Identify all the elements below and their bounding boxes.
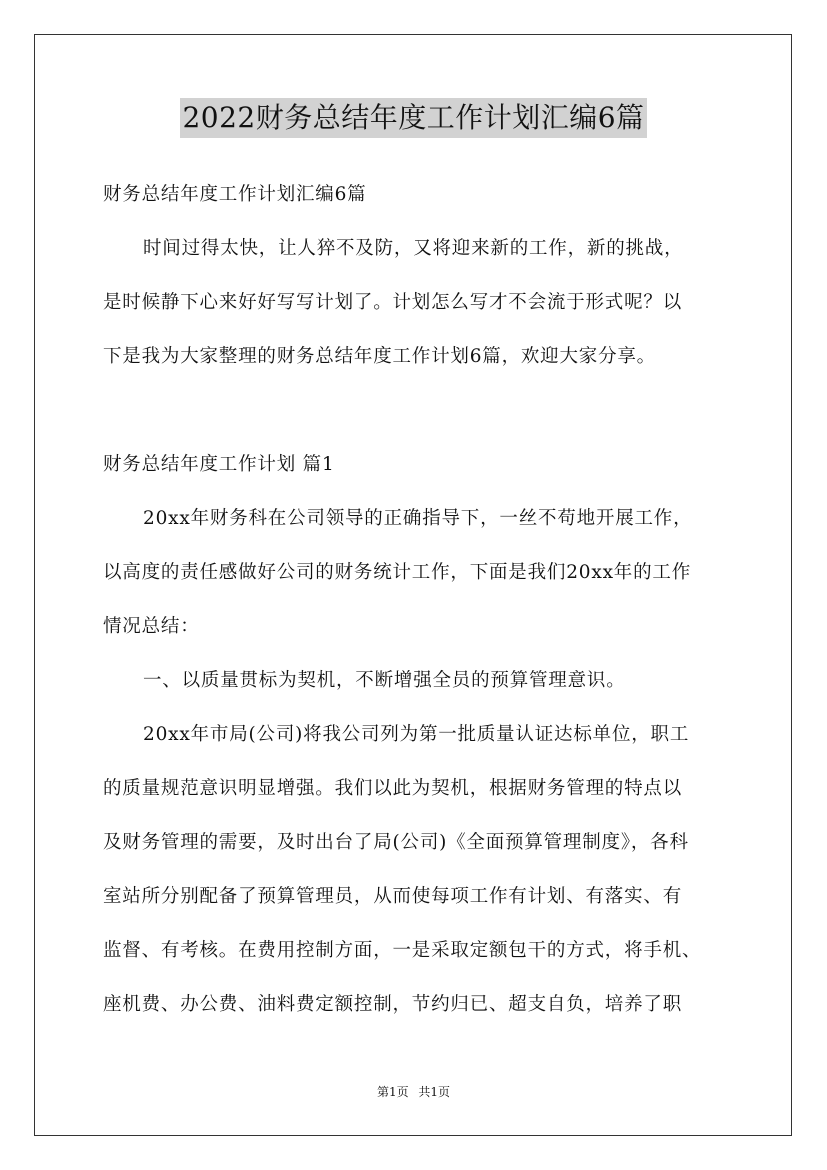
paragraph-line: 下是我为大家整理的财务总结年度工作计划6篇，欢迎大家分享。 (103, 346, 656, 367)
section-heading: 财务总结年度工作计划 篇1 (103, 454, 335, 475)
paragraph-line: 20xx年市局(公司)将我公司列为第一批质量认证达标单位，职工 (143, 724, 690, 745)
page-footer (0, 1084, 827, 1100)
document-title: 2022财务总结年度工作计划汇编6篇 (180, 98, 646, 138)
subheading-line: 一、以质量贯标为契机，不断增强全员的预算管理意识。 (143, 670, 626, 691)
page-number: 第1页 (376, 1085, 409, 1099)
paragraph-line: 以高度的责任感做好公司的财务统计工作，下面是我们20xx年的工作 (103, 562, 692, 583)
subtitle-line: 财务总结年度工作计划汇编6篇 (103, 184, 367, 205)
paragraph-line: 的质量规范意识明显增强。我们以此为契机，根据财务管理的特点以 (103, 778, 683, 799)
paragraph-line: 监督、有考核。在费用控制方面，一是采取定额包干的方式，将手机、 (103, 940, 702, 961)
paragraph-line: 是时候静下心来好好写写计划了。计划怎么写才不会流于形式呢？以 (103, 292, 683, 313)
paragraph-line: 室站所分别配备了预算管理员，从而使每项工作有计划、有落实、有 (103, 886, 683, 907)
paragraph-line: 及财务管理的需要，及时出台了局(公司)《全面预算管理制度》，各科 (103, 832, 689, 853)
paragraph-line: 座机费、办公费、油料费定额控制，节约归已、超支自负，培养了职 (103, 994, 683, 1015)
page-total: 共1页 (418, 1085, 451, 1099)
title-container (0, 98, 827, 138)
paragraph-line: 20xx年财务科在公司领导的正确指导下，一丝不苟地开展工作， (143, 508, 693, 529)
paragraph-line: 情况总结： (103, 616, 200, 637)
paragraph-line: 时间过得太快，让人猝不及防，又将迎来新的工作，新的挑战， (143, 238, 684, 259)
